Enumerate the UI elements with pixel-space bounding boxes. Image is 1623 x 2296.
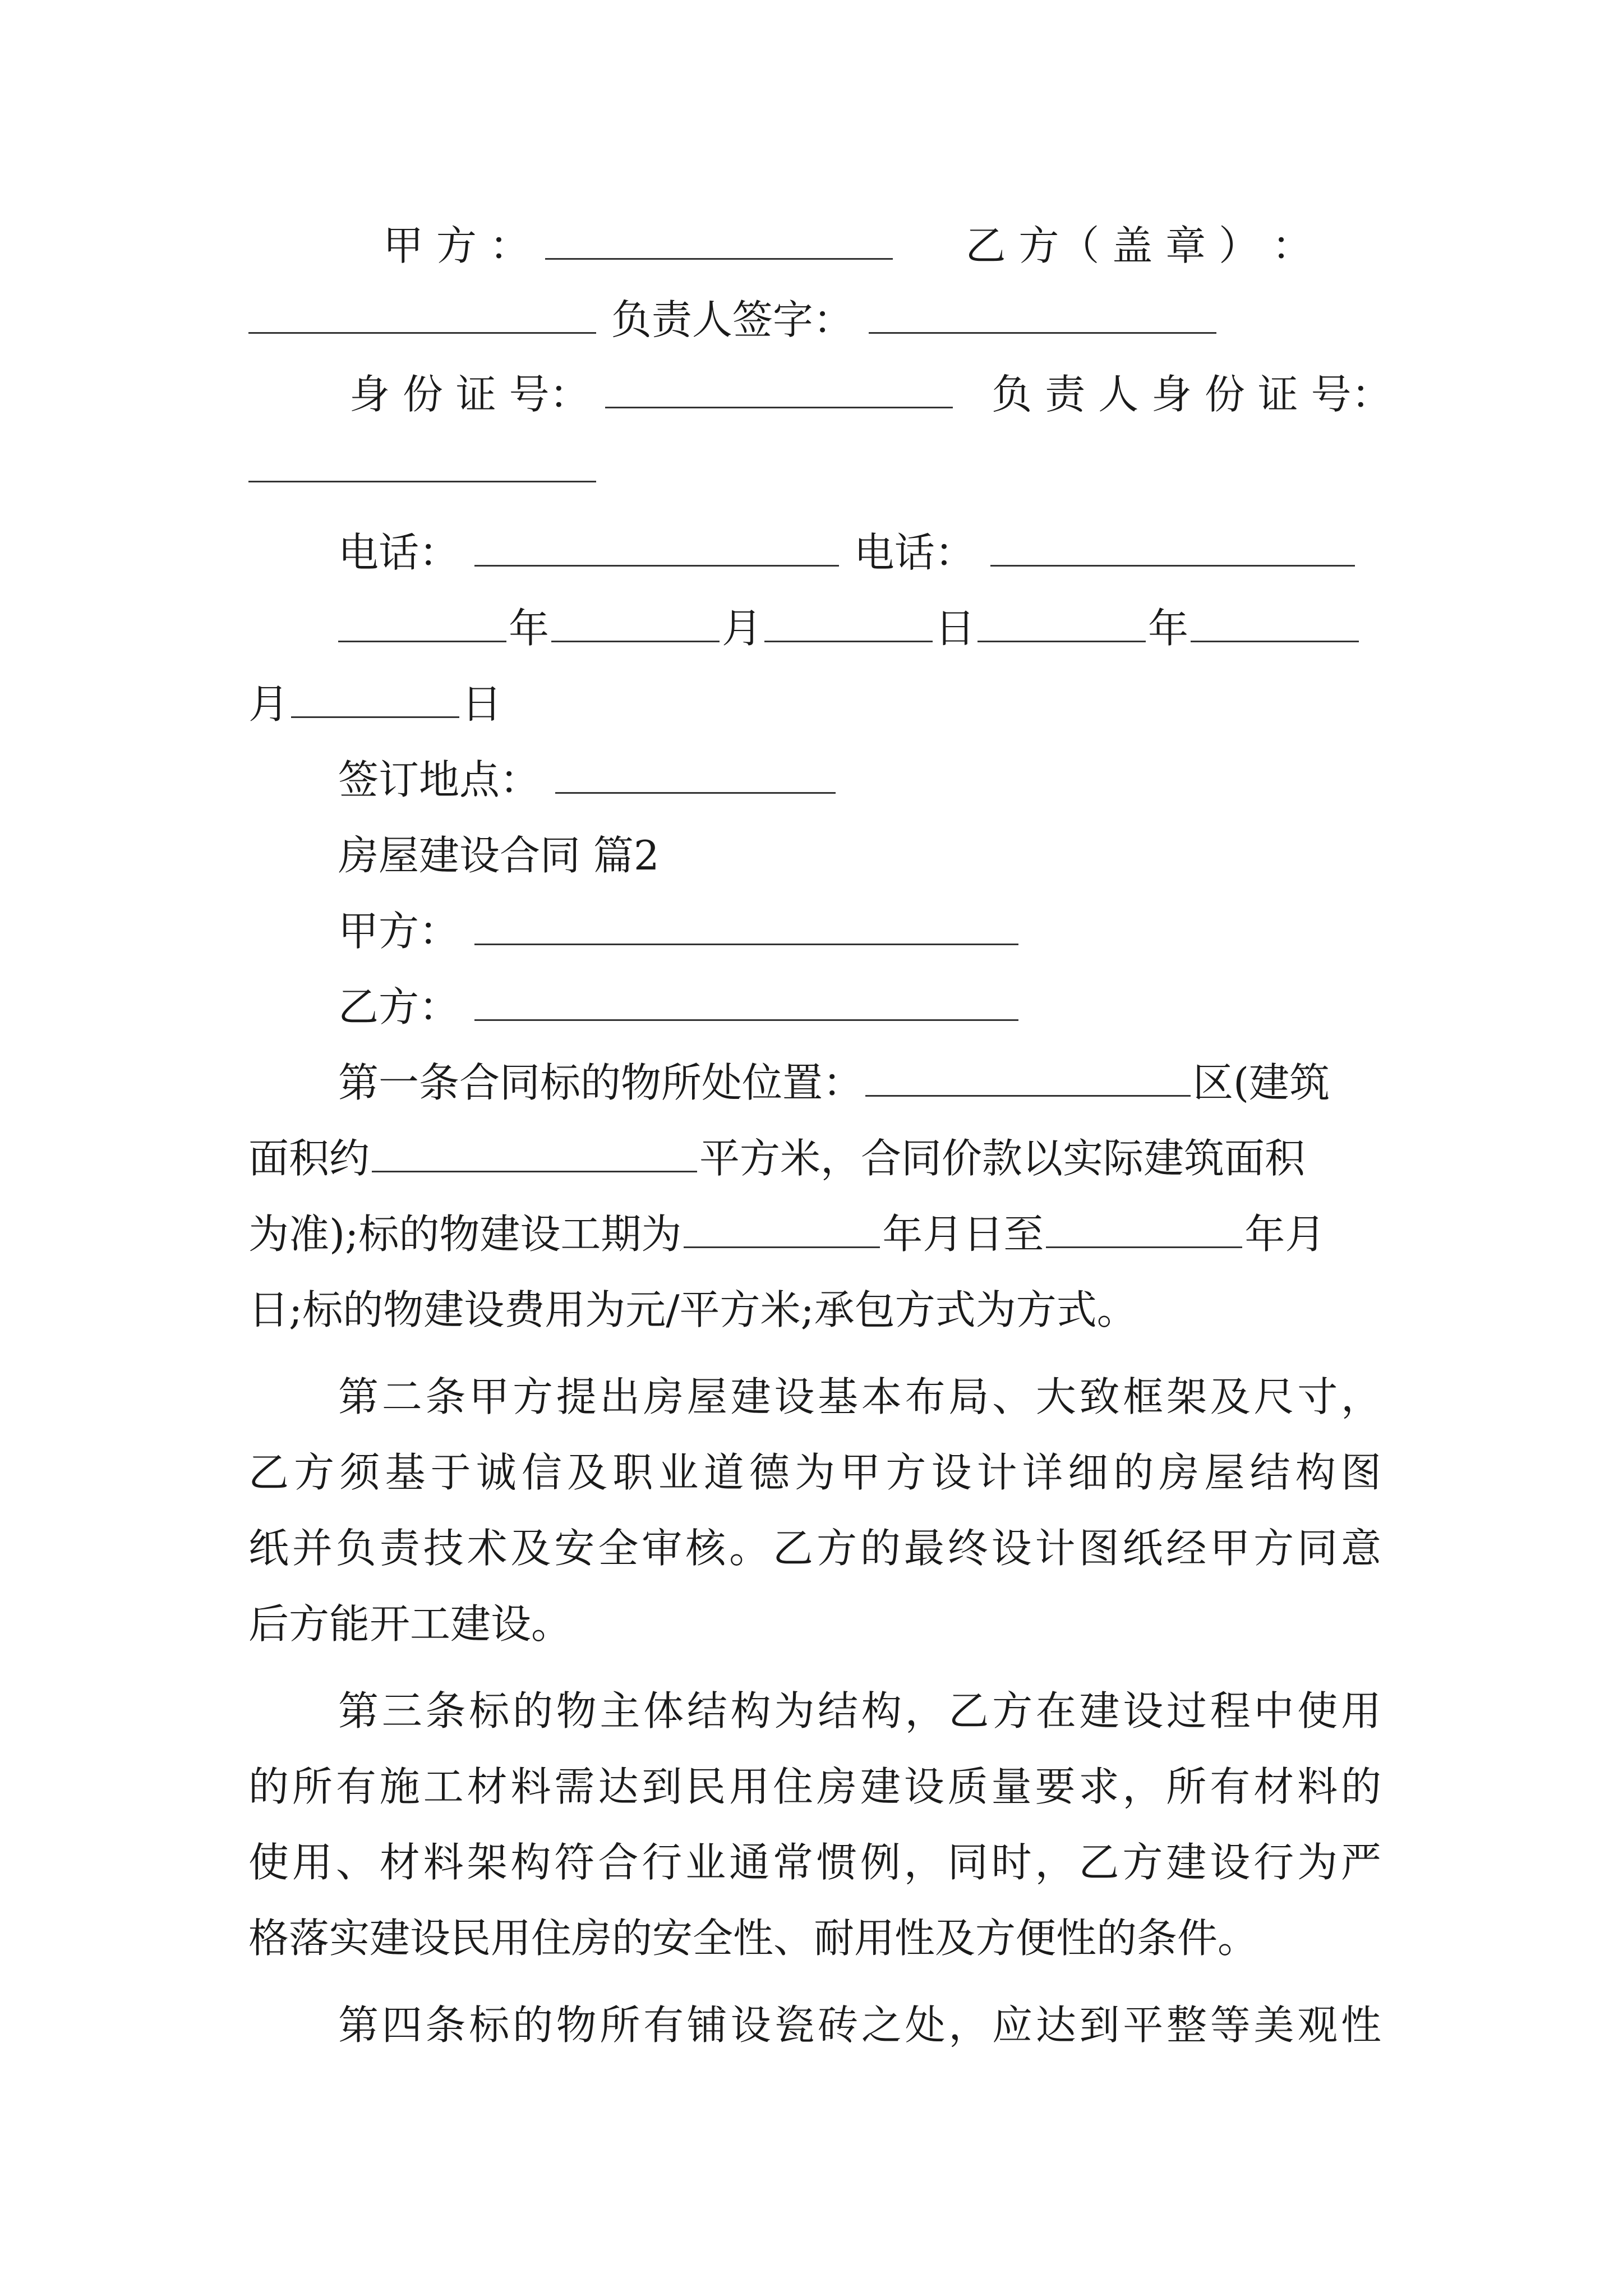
id-blank: [605, 370, 953, 408]
article2-line1: 第二条甲方提出房屋建设基本布局、大致框架及尺寸，: [338, 1373, 1381, 1420]
party-a-line: [338, 898, 1381, 965]
month-a-blank: [551, 604, 720, 642]
phone-a-blank: [474, 528, 839, 567]
article3-line4: 格落实建设民用住房的安全性、耐用性及方便性的条件。: [248, 1915, 1258, 1962]
signature-line-id-cont: [248, 435, 1381, 502]
party-b-seal-label: 乙 方（ 盖 章 ） ：: [965, 222, 1312, 269]
party-a-short-label: 甲方：: [338, 908, 460, 955]
party-b-short-label: 乙方：: [338, 983, 460, 1030]
day-b-blank: [291, 680, 459, 718]
signature-line-parties: [383, 212, 1381, 279]
signer-blank: [869, 296, 1216, 334]
party-b-blank: [248, 296, 596, 334]
year-b-label: 年: [1148, 605, 1189, 652]
party-b-name-blank: [474, 983, 1018, 1021]
id-label: 身 份 证 号：: [349, 371, 590, 418]
area-blank: [372, 1134, 697, 1172]
signer-id-label: 负 责 人 身 份 证 号：: [992, 371, 1392, 418]
party-a-name-blank: [474, 907, 1018, 945]
day-b-label: 日: [462, 680, 502, 728]
month-b-blank: [1191, 604, 1359, 642]
article1-line1: [338, 1049, 1381, 1116]
article3-line3: 使用、材料架构符合行业通常惯例，同时，乙方建设行为严: [248, 1839, 1381, 1886]
article3-line2: 的所有施工材料需达到民用住房建设质量要求，所有材料的: [248, 1763, 1381, 1810]
article3-line1: 第三条标的物主体结构为结构，乙方在建设过程中使用: [338, 1687, 1381, 1734]
signature-line-id: [349, 361, 1392, 428]
article1-line3: [248, 1200, 1381, 1268]
article1-line2: [248, 1125, 1381, 1192]
article1-text: 第一条合同标的物所处位置：: [338, 1059, 864, 1106]
end-year-blank: [1046, 1210, 1242, 1248]
article1-line4: 日;标的物建设费用为元/平方米;承包方式为方式。: [248, 1286, 1137, 1333]
article1-text: 平方米，合同价款以实际建筑面积: [699, 1135, 1306, 1182]
article1-text: 面积约: [248, 1135, 370, 1182]
start-year-blank: [684, 1210, 880, 1248]
article2-line3: 纸并负责技术及安全审核。乙方的最终设计图纸经甲方同意: [248, 1525, 1381, 1572]
phone-b-label: 电话：: [854, 529, 975, 576]
signer-id-blank: [248, 444, 596, 482]
signature-line-date-cont: [248, 670, 1381, 738]
article2-line2: 乙方须基于诚信及职业道德为甲方设计详细的房屋结构图: [248, 1449, 1381, 1496]
year-a-label: 年: [509, 605, 550, 652]
day-a-label: 日: [935, 605, 976, 652]
year-a-blank: [338, 604, 506, 642]
year-b-blank: [978, 604, 1146, 642]
signature-line-place: [338, 746, 1381, 813]
article1-text: 年月: [1244, 1211, 1326, 1258]
signer-label: 负责人签字：: [611, 296, 854, 343]
month-b-label: 月: [248, 680, 289, 728]
signature-line-phone: [338, 519, 1381, 586]
article1-text: 年月日至: [882, 1211, 1044, 1258]
party-b-line: [338, 973, 1381, 1041]
contract-heading: 房屋建设合同 篇2: [338, 832, 660, 879]
month-a-label: 月: [722, 605, 763, 652]
party-a-blank: [545, 222, 893, 260]
phone-b-blank: [990, 528, 1355, 567]
day-a-blank: [764, 604, 933, 642]
article1-text: 区(建筑: [1193, 1059, 1330, 1106]
article4-line1: 第四条标的物所有铺设瓷砖之处，应达到平整等美观性: [338, 2001, 1381, 2049]
article2-line4: 后方能开工建设。: [248, 1600, 572, 1648]
signature-line-signer: [248, 286, 1381, 353]
article1-text: 为准);标的物建设工期为: [248, 1211, 682, 1258]
phone-a-label: 电话：: [338, 529, 460, 576]
signature-line-date: [338, 595, 1381, 662]
location-blank: [865, 1059, 1191, 1097]
party-a-label: 甲 方 ：: [383, 222, 530, 269]
place-blank: [555, 756, 836, 794]
place-label: 签订地点：: [338, 756, 541, 803]
